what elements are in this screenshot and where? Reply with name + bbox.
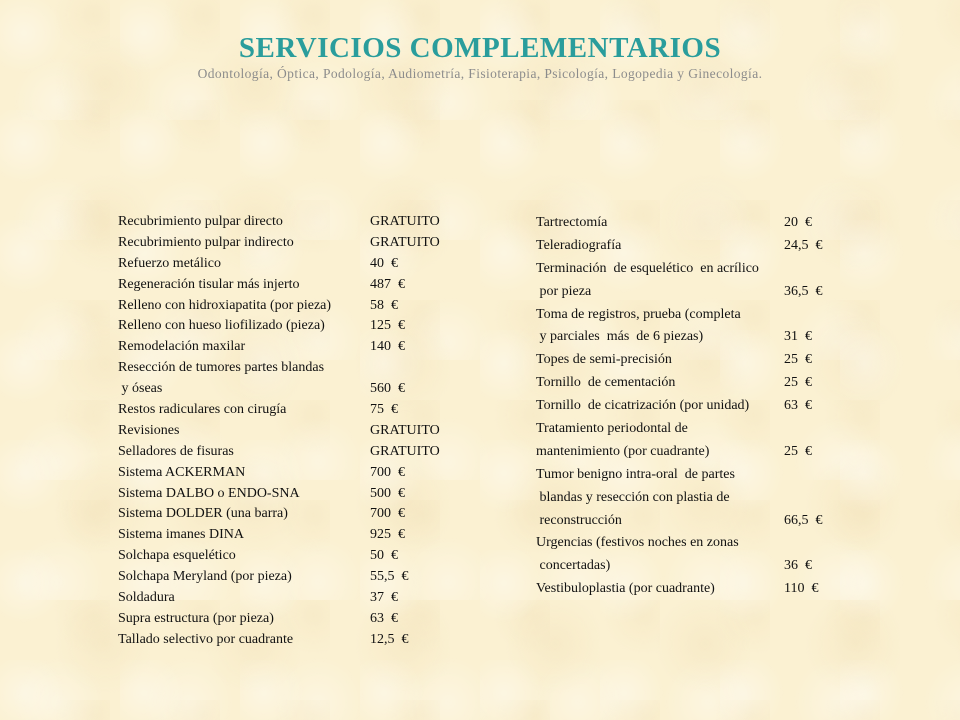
price-row: [118, 212, 440, 233]
price-row: [118, 609, 440, 630]
price-row: [118, 525, 440, 546]
service-description: Tallado selectivo por cuadrante: [118, 631, 294, 647]
service-price: 20 €: [784, 215, 812, 230]
service-description: mantenimiento (por cuadrante): [536, 443, 710, 459]
service-price: 110 €: [784, 581, 819, 597]
price-row: [536, 464, 823, 487]
price-row: [536, 441, 823, 464]
service-description: Soldadura: [118, 590, 175, 606]
price-row: [118, 233, 440, 254]
price-row: [118, 442, 440, 463]
price-row: [118, 588, 440, 609]
service-price: GRATUITO: [370, 214, 440, 229]
price-row: [118, 358, 440, 379]
service-price: 63 €: [370, 610, 398, 626]
price-list-right: [536, 212, 823, 601]
price-row: [536, 212, 823, 235]
service-description: Relleno con hidroxiapatita (por pieza): [118, 297, 332, 313]
slide-header: [0, 30, 960, 82]
service-description: Toma de registros, prueba (completa: [536, 306, 741, 322]
page-subtitle: Odontología, Óptica, Podología, Audiometría, Fisioterapia, Psicología, Logopedia y Ginecología.: [197, 66, 763, 81]
price-row: [536, 281, 823, 304]
price-row: [118, 421, 440, 442]
service-description: Sistema DALBO o ENDO-SNA: [118, 485, 300, 501]
price-row: [118, 254, 440, 275]
service-price: 37 €: [370, 590, 398, 606]
service-price: 36 €: [784, 558, 812, 574]
service-description: por pieza: [536, 283, 592, 299]
service-price: 500 €: [370, 485, 405, 501]
service-description: reconstrucción: [536, 512, 622, 528]
service-description: Recubrimiento pulpar directo: [118, 214, 283, 229]
service-description: Vestibuloplastia (por cuadrante): [536, 581, 715, 597]
service-description: Solchapa Meryland (por pieza): [118, 569, 292, 585]
price-row: [118, 275, 440, 296]
service-description: Teleradiografía: [536, 237, 622, 253]
price-row: [536, 510, 823, 533]
price-row: [536, 487, 823, 510]
service-price: 36,5 €: [784, 283, 823, 299]
price-row: [118, 630, 440, 651]
service-description: Sistema ACKERMAN: [118, 464, 246, 480]
price-row: [536, 395, 823, 418]
price-row: [536, 304, 823, 327]
price-row: [118, 504, 440, 525]
service-description: Sistema imanes DINA: [118, 527, 244, 543]
service-price: 55,5 €: [370, 569, 409, 585]
service-description: Tornillo de cicatrización (por unidad): [536, 398, 750, 414]
price-list-left: [118, 212, 440, 651]
service-description: Tartrectomía: [536, 215, 608, 230]
price-row: [536, 235, 823, 258]
service-price: 75 €: [370, 402, 398, 418]
service-description: y parciales más de 6 piezas): [536, 329, 704, 345]
service-description: Solchapa esquelético: [118, 548, 236, 564]
price-row: [118, 337, 440, 358]
price-row: [118, 316, 440, 337]
service-price: 50 €: [370, 548, 398, 564]
service-price: 25 €: [784, 352, 812, 368]
price-row: [118, 484, 440, 505]
service-description: Regeneración tisular más injerto: [118, 276, 300, 292]
service-price: 40 €: [370, 255, 398, 271]
service-description: Relleno con hueso liofilizado (pieza): [118, 318, 325, 334]
service-description: Recubrimiento pulpar indirecto: [118, 234, 294, 250]
service-price: 140 €: [370, 339, 405, 355]
service-price: 700 €: [370, 506, 405, 522]
price-row: [118, 546, 440, 567]
service-description: Tratamiento periodontal de: [536, 421, 688, 437]
service-description: Sistema DOLDER (una barra): [118, 506, 288, 522]
price-row: [118, 379, 440, 400]
price-row: [536, 418, 823, 441]
price-row: [118, 463, 440, 484]
service-description: Supra estructura (por pieza): [118, 610, 274, 626]
service-price: 925 €: [370, 527, 405, 543]
service-price: 12,5 €: [370, 631, 409, 647]
price-row: [118, 296, 440, 317]
service-price: 58 €: [370, 297, 398, 313]
service-price: 24,5 €: [784, 237, 823, 253]
service-description: Selladores de fisuras: [118, 443, 234, 459]
service-price: GRATUITO: [370, 422, 440, 438]
service-description: Terminación de esquelético en acrílico: [536, 260, 759, 276]
price-row: [118, 400, 440, 421]
service-description: Urgencias (festivos noches en zonas: [536, 535, 739, 551]
service-price: 560 €: [370, 381, 405, 397]
service-description: Topes de semi-precisión: [536, 352, 672, 368]
service-price: GRATUITO: [370, 234, 440, 250]
service-price: 125 €: [370, 318, 405, 334]
price-row: [536, 532, 823, 555]
service-description: concertadas): [536, 558, 611, 574]
service-description: Restos radiculares con cirugía: [118, 402, 287, 418]
price-row: [536, 326, 823, 349]
price-row: [118, 567, 440, 588]
service-price: 487 €: [370, 276, 405, 292]
price-row: [536, 578, 823, 601]
service-price: 25 €: [784, 375, 812, 391]
service-description: Tumor benigno intra-oral de partes: [536, 466, 735, 482]
service-price: GRATUITO: [370, 443, 440, 459]
service-description: Refuerzo metálico: [118, 255, 222, 271]
service-description: blandas y resección con plastia de: [536, 489, 730, 505]
service-description: Remodelación maxilar: [118, 339, 246, 355]
price-row: [536, 555, 823, 578]
service-price: 700 €: [370, 464, 405, 480]
price-row: [536, 372, 823, 395]
service-description: Resección de tumores partes blandas: [118, 360, 325, 376]
service-description: y óseas: [118, 381, 163, 397]
service-price: 66,5 €: [784, 512, 823, 528]
service-price: 63 €: [784, 398, 812, 414]
price-row: [536, 258, 823, 281]
page-title: SERVICIOS COMPLEMENTARIOS: [238, 32, 722, 64]
service-description: Revisiones: [118, 422, 180, 438]
service-description: Tornillo de cementación: [536, 375, 676, 391]
service-price: 25 €: [784, 443, 812, 459]
service-price: 31 €: [784, 329, 812, 345]
price-row: [536, 349, 823, 372]
